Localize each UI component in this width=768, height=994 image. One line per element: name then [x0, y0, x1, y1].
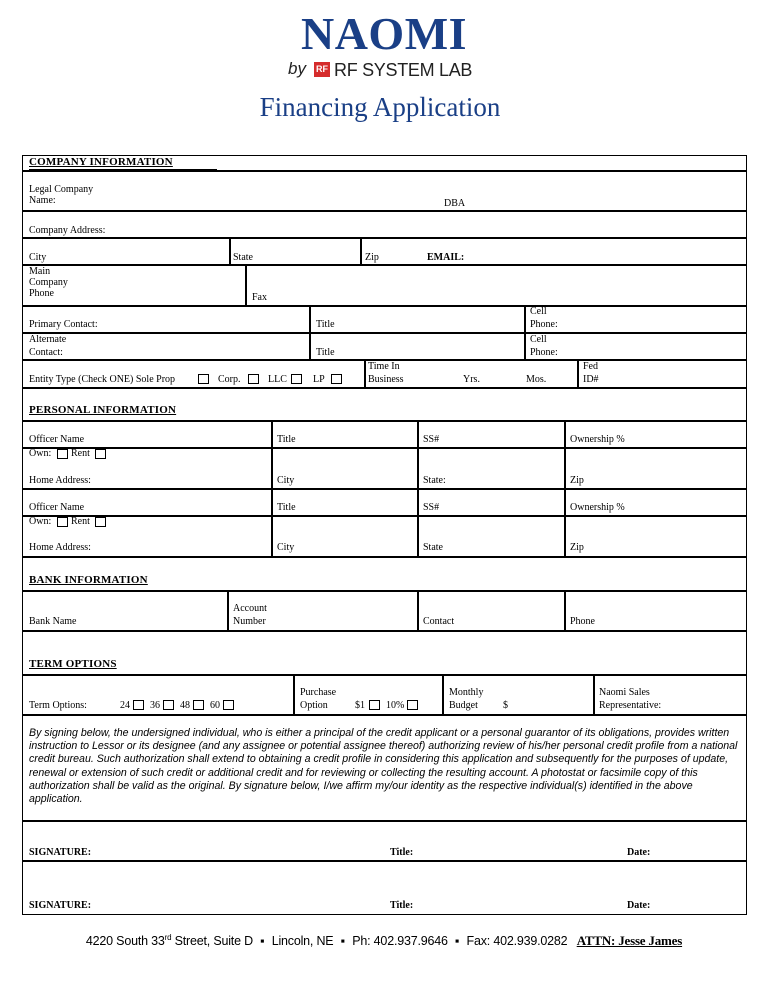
signature1-date-label: Date:: [627, 847, 651, 858]
alternate-cell-label: Cell Phone:: [530, 334, 558, 358]
officer1-zip-label: Zip: [570, 475, 584, 486]
officer1-own-label: Own:: [29, 448, 52, 459]
footer-separator-icon: ▪: [455, 934, 460, 949]
bank-name-label: Bank Name: [29, 616, 77, 627]
bank-heading: BANK INFORMATION: [29, 574, 148, 586]
officer1-ownership-label: Ownership %: [570, 434, 625, 445]
primary-title-label: Title: [316, 319, 335, 330]
signature2-date-label: Date:: [627, 900, 651, 911]
officer1-rent-label: Rent: [71, 448, 90, 459]
authorization-disclaimer: By signing below, the undersigned individual, who is either a principal of the credit applicant or a personal guarantor of its obligations, provides written instruction to Lessor or its designee (and any assignee or potential assignee thereof) authorizing review of his/her personal credit profile from a national credit bureau. Such authorization shall extend to obtaining a credit profile in considering this application and subsequently for the purposes of update, renewal or extension of such credit or additional credit and for reviewing or collecting the resulting account. A photostat or facsimile copy of this authorization shall be valid as the original. By signature below, I/we affirm my/our identity as the respective individual(s) identified in the above application.: [29, 727, 738, 806]
officer2-own-checkbox[interactable]: [57, 517, 68, 527]
brand-name: NAOMI: [300, 8, 468, 59]
officer2-rent-label: Rent: [71, 516, 90, 527]
purchase-10pct-label: 10%: [386, 700, 405, 711]
years-label: Yrs.: [463, 374, 480, 385]
entity-type-label: Entity Type (Check ONE) Sole Prop: [29, 374, 176, 385]
footer-fax: Fax: 402.939.0282: [466, 934, 568, 949]
sales-rep-label: Naomi Sales Representative:: [599, 687, 662, 711]
officer2-title-label: Title: [277, 502, 296, 513]
officer2-zip-label: Zip: [570, 542, 584, 553]
primary-cell-label: Cell Phone:: [530, 306, 558, 330]
main-phone-label: Main Company Phone: [29, 266, 68, 299]
rf-badge-icon: RF: [314, 62, 330, 77]
brand-by: by: [288, 59, 306, 78]
corp-label: Corp.: [218, 374, 241, 385]
brand-company: RF SYSTEM LAB: [334, 60, 473, 80]
officer1-own-checkbox[interactable]: [57, 449, 68, 459]
email-label: EMAIL:: [427, 252, 465, 263]
brand-logo: [0, 8, 768, 88]
lp-checkbox[interactable]: [331, 374, 342, 384]
officer2-name-label: Officer Name: [29, 502, 85, 513]
bank-phone-label: Phone: [570, 616, 595, 627]
officer2-own-label: Own:: [29, 516, 52, 527]
months-label: Mos.: [526, 374, 547, 385]
primary-contact-label: Primary Contact:: [29, 319, 98, 330]
term-24-label: 24: [120, 700, 130, 711]
signature2-title-label: Title:: [390, 900, 414, 911]
dba-label: DBA: [444, 198, 466, 209]
officer2-ssn-label: SS#: [423, 502, 440, 513]
fax-label: Fax: [252, 292, 267, 303]
officer2-state-label: State: [423, 542, 443, 553]
brand-byline: [288, 59, 488, 81]
footer: [0, 929, 768, 950]
legal-name-field[interactable]: [136, 209, 436, 210]
state-label: State: [233, 252, 253, 263]
purchase-10pct-checkbox[interactable]: [407, 700, 418, 710]
officer1-ssn-label: SS#: [423, 434, 440, 445]
llc-label: LLC: [268, 374, 287, 385]
term-48-checkbox[interactable]: [193, 700, 204, 710]
time-in-business-label: Time In Business: [368, 361, 404, 385]
footer-address: 4220 South 33rd Street, Suite D: [85, 933, 253, 949]
officer1-home-address-label: Home Address:: [29, 475, 91, 486]
footer-attn: ATTN: Jesse James: [576, 933, 683, 949]
officer2-city-label: City: [277, 542, 295, 553]
corp-checkbox[interactable]: [248, 374, 259, 384]
alternate-contact-label: Alternate Contact:: [29, 334, 67, 358]
term-36-checkbox[interactable]: [163, 700, 174, 710]
company-heading: COMPANY INFORMATION: [29, 156, 173, 168]
alternate-title-label: Title: [316, 347, 335, 358]
term-48-label: 48: [180, 700, 190, 711]
term-60-checkbox[interactable]: [223, 700, 234, 710]
monthly-budget-label: Monthly Budget: [449, 687, 484, 711]
signature2-label: SIGNATURE:: [29, 900, 92, 911]
officer1-title-label: Title: [277, 434, 296, 445]
officer2-ownership-label: Ownership %: [570, 502, 625, 513]
signature1-label: SIGNATURE:: [29, 847, 92, 858]
terms-heading: TERM OPTIONS: [29, 658, 117, 670]
term-24-checkbox[interactable]: [133, 700, 144, 710]
term-options-label: Term Options:: [29, 700, 87, 711]
monthly-budget-dollar: $: [503, 700, 508, 711]
term-60-label: 60: [210, 700, 220, 711]
fed-id-label: Fed ID#: [583, 361, 599, 385]
footer-separator-icon: ▪: [260, 934, 265, 949]
officer1-name-label: Officer Name: [29, 434, 85, 445]
officer2-rent-checkbox[interactable]: [95, 517, 106, 527]
officer1-city-label: City: [277, 475, 295, 486]
officer2-home-address-label: Home Address:: [29, 542, 91, 553]
term-36-label: 36: [150, 700, 160, 711]
purchase-1-label: $1: [355, 700, 365, 711]
officer1-rent-checkbox[interactable]: [95, 449, 106, 459]
company-address-label: Company Address:: [29, 225, 106, 236]
city-label: City: [29, 252, 47, 263]
lp-label: LP: [313, 374, 325, 385]
purchase-1-checkbox[interactable]: [369, 700, 380, 710]
legal-name-label: Legal Company Name:: [29, 184, 94, 206]
footer-city: Lincoln, NE: [271, 934, 334, 949]
sole-prop-checkbox[interactable]: [198, 374, 209, 384]
signature1-title-label: Title:: [390, 847, 414, 858]
llc-checkbox[interactable]: [291, 374, 302, 384]
officer1-state-label: State:: [423, 475, 446, 486]
footer-phone: Ph: 402.937.9646: [352, 934, 448, 949]
purchase-option-label: Purchase Option: [300, 687, 337, 711]
bank-contact-label: Contact: [423, 616, 455, 627]
footer-separator-icon: ▪: [340, 934, 345, 949]
zip-label: Zip: [365, 252, 379, 263]
account-number-label: Account Number: [233, 603, 267, 627]
personal-heading: PERSONAL INFORMATION: [29, 404, 177, 416]
page-title: Financing Application: [259, 92, 501, 122]
